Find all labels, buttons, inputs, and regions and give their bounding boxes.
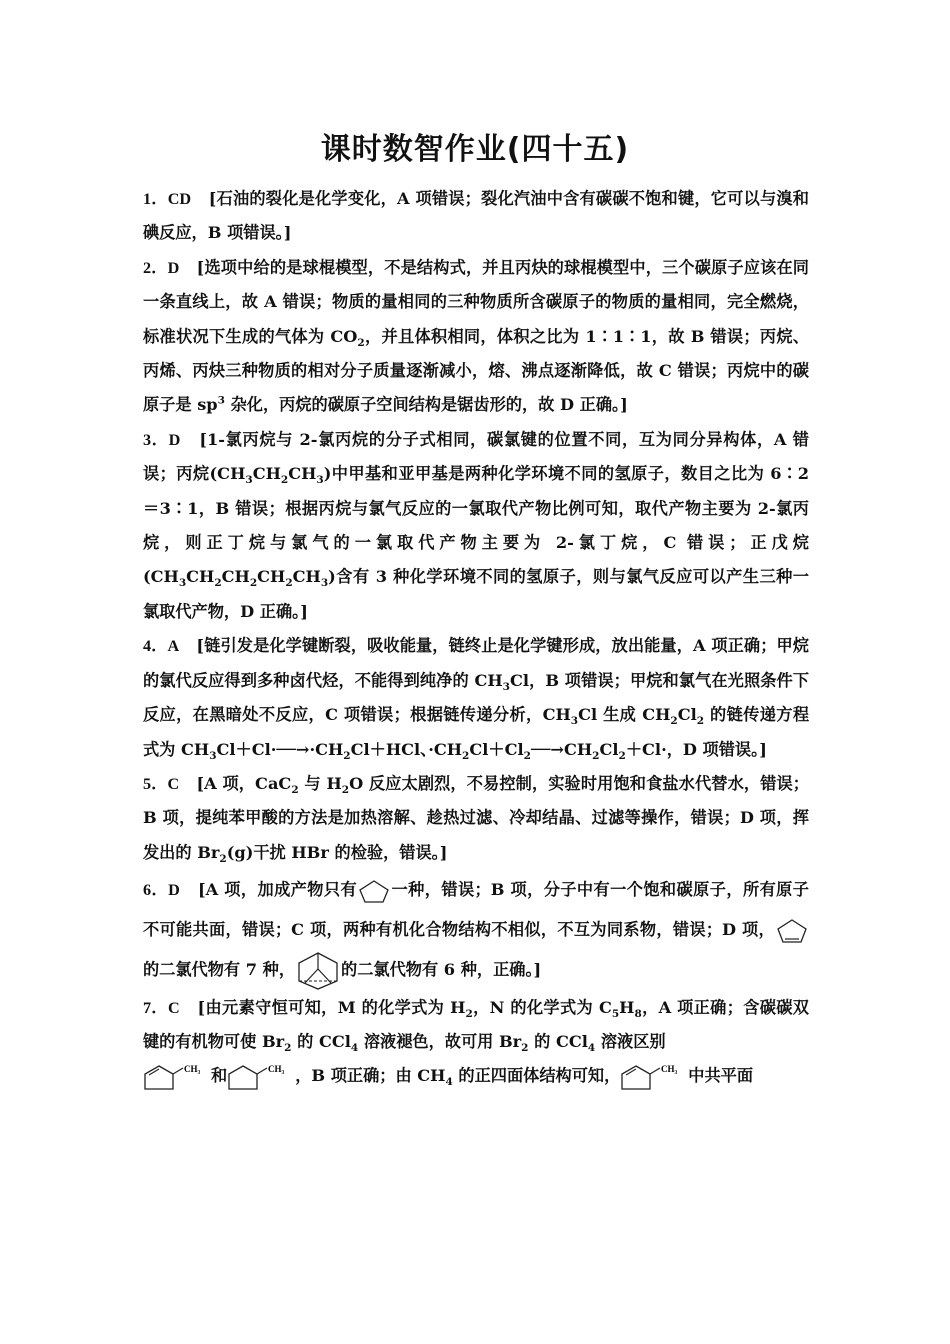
answer-text: 的 CCl [528,1032,588,1052]
page-title: 课时数智作业(四十五) [320,132,630,167]
subscript: 2 [696,715,705,728]
answer-text: ＋Cl·，D 项错误。] [625,739,767,759]
answer-item-5 [143,767,809,870]
answer-text: CH [221,567,250,587]
answer-text: (g)干扰 HBr 的检验，错误。] [226,842,448,862]
answer-number: 1．CD [143,190,192,208]
answer-item-2 [143,251,809,423]
answer-text: H [619,997,635,1017]
subscript: 5 [611,1007,620,1020]
subscript: 3 [245,474,253,487]
subscript: 2 [291,784,299,797]
subscript: 2 [284,1042,292,1055]
answer-text: ──→CH [530,739,593,759]
subscript: 2 [341,784,350,797]
subscript: 3 [209,749,217,762]
answer-text: [石油的裂化是化学变化，A 项错误；裂化汽油中含有碳碳不饱和键，它可以与溴和碘反应，B 项错误。] [143,189,809,243]
subscript: 2 [523,749,531,762]
subscript: 2 [343,749,351,762]
answer-text: 杂化，丙烷的碳原子空间结构是锯齿形的，故 D 正确。] [224,395,628,415]
answer-text: [1-氯丙烷与 2-氯丙烷的分子式相同，碳氯键的位置不同，互为同分异构体，A 错误；丙烷(CH [143,429,809,484]
subscript: 2 [219,852,227,865]
answer-text: 的二氯代物有 6 种，正确。] [341,960,542,980]
answer-text: Cl＋Cl·──→·CH [216,739,344,759]
subscript: 3 [320,577,329,590]
answer-number: 3．D [143,430,181,449]
cyclopentene-structure-icon [775,917,809,945]
ch3-label: CH₃ [661,1063,678,1074]
answer-text: ，并且体积相同，体积之比为 1∶1∶1，故 B 错误；丙烷、丙烯、丙炔三种物质的相对分子质量逐渐减小，熔、沸点逐渐降低，故 C 错误；丙烷中的碳原子是 sp [143,326,809,415]
answer-text: CH [288,464,317,484]
adamantane-structure-icon [295,951,341,991]
answer-text: ，B 项正确；由 CH [295,1066,446,1086]
answer-text: 与 H [298,773,342,793]
subscript: 2 [285,577,293,590]
answer-text: 的二氯代物有 7 种， [143,960,296,980]
subscript: 2 [249,577,258,590]
answer-text: O 反应太剧烈，不易控制，实验时用饱和食盐水代替水，错误；B 项，提纯苯甲酸的方法是加热溶解、趁热过滤、冷却结晶、过滤等操作，错误；D 项，挥发出的 Br [143,773,809,862]
answer-text: ，N 的化学式为 C [472,997,612,1017]
subscript: 2 [465,1007,473,1020]
subscript: 3 [502,680,510,693]
answer-text: Cl [677,705,697,725]
subscript: 2 [214,577,222,590]
answer-text: 的链传递方程式为 CH [143,705,810,759]
cyclopentane-structure-icon [357,878,391,904]
answer-number: 6．D [143,881,180,900]
answer-text: 一种，错误；B 项，分子中有一个饱和碳原子，所有原子不可能共面，错误；C 项，两种有机化合物结构不相似，不互为同系物，错误；D 项， [143,880,809,940]
answer-text: CH [186,567,215,587]
subscript: 2 [280,474,289,487]
answer-text: )含有 3 种化学环境不同的氢原子，则与氯气反应可以产生三种一氯取代产物，D 正确。] [143,567,809,621]
subscript: 2 [592,749,600,762]
answer-text: Cl＋HCl、·CH [350,739,463,759]
answer-item-1 [143,182,809,251]
answer-item-3 [143,423,809,629]
subscript: 2 [521,1042,529,1055]
answer-text: Cl 生成 CH [578,705,671,725]
answer-number: 5．C [143,774,180,793]
subscript: 4 [587,1042,596,1055]
methylcyclopentene-structure-icon [143,1062,211,1092]
methylcyclopentane-structure-icon [227,1062,295,1092]
answer-text: [A 项，CaC [196,773,292,793]
answer-text: 的正四面体结构可知， [452,1066,621,1086]
answer-item-7 [143,991,809,1094]
subscript: 4 [350,1042,359,1055]
subscript: 8 [634,1007,642,1020]
subscript: 2 [670,715,678,728]
subscript: 2 [462,749,470,762]
answer-number: 2．D [143,258,180,277]
answer-item-4 [143,629,809,767]
answer-text: 和 [211,1066,228,1086]
answer-text: [由元素守恒可知，M 的化学式为 H [197,997,466,1017]
answer-text: CH [292,567,321,587]
answer-text: )中甲基和亚甲基是两种化学环境不同的氢原子，数目之比为 6∶2＝3∶1，B 错误；根据丙烷与氯气反应的一氯取代产物比例可知，取代产物主要为 2-氯丙烷，则正丁烷与氯气的一氯取代产物主要为 2-氯丁烷，C 错误；正戊烷(CH [143,464,809,587]
answer-text: ，A 项正确；含碳碳双键的有机物可使 Br [143,997,809,1052]
answer-number: 7．C [143,998,180,1017]
answer-text: Cl [599,739,619,759]
subscript: 2 [618,749,626,762]
answer-text: CH [252,464,281,484]
subscript: 3 [178,577,187,590]
ch3-label: CH₃ [268,1063,285,1074]
methylcyclopentene-structure-icon-2 [620,1062,688,1092]
answer-text: 的 CCl [291,1032,351,1052]
answer-text: 溶液区别 [595,1032,666,1052]
answer-number: 4．A [143,637,180,656]
subscript: 3 [570,715,579,728]
answer-text: Cl＋Cl [469,739,524,759]
answer-item-6 [143,870,809,991]
answer-text: Cl，B 项错误；甲烷和氯气在光照条件下反应，在黑暗处不反应，C 项错误；根据链传递分析，CH [143,670,810,725]
ch3-label: CH₃ [184,1063,201,1074]
subscript: 4 [445,1076,453,1089]
answer-text: [链引发是化学键断裂，吸收能量，链终止是化学键形成，放出能量，A 项正确；甲烷的氯代反应得到多种卤代烃，不能得到纯净的 CH [143,636,809,690]
answer-text: [选项中给的是球棍模型，不是结构式，并且丙炔的球棍模型中，三个碳原子应该在同一条直线上，故 A 错误；物质的量相同的三种物质所含碳原子的物质的量相同，完全燃烧，标准状况下生成的气体为 CO [143,257,809,346]
answer-text: 溶液褪色，故可用 Br [358,1032,522,1052]
answer-list [143,182,809,1094]
answer-text: CH [257,567,286,587]
subscript: 3 [316,474,324,487]
subscript: 2 [357,336,365,349]
answer-text: 中共平面 [688,1066,754,1086]
answer-text: [A 项，加成产物只有 [197,880,358,900]
superscript: 3 [217,395,225,408]
